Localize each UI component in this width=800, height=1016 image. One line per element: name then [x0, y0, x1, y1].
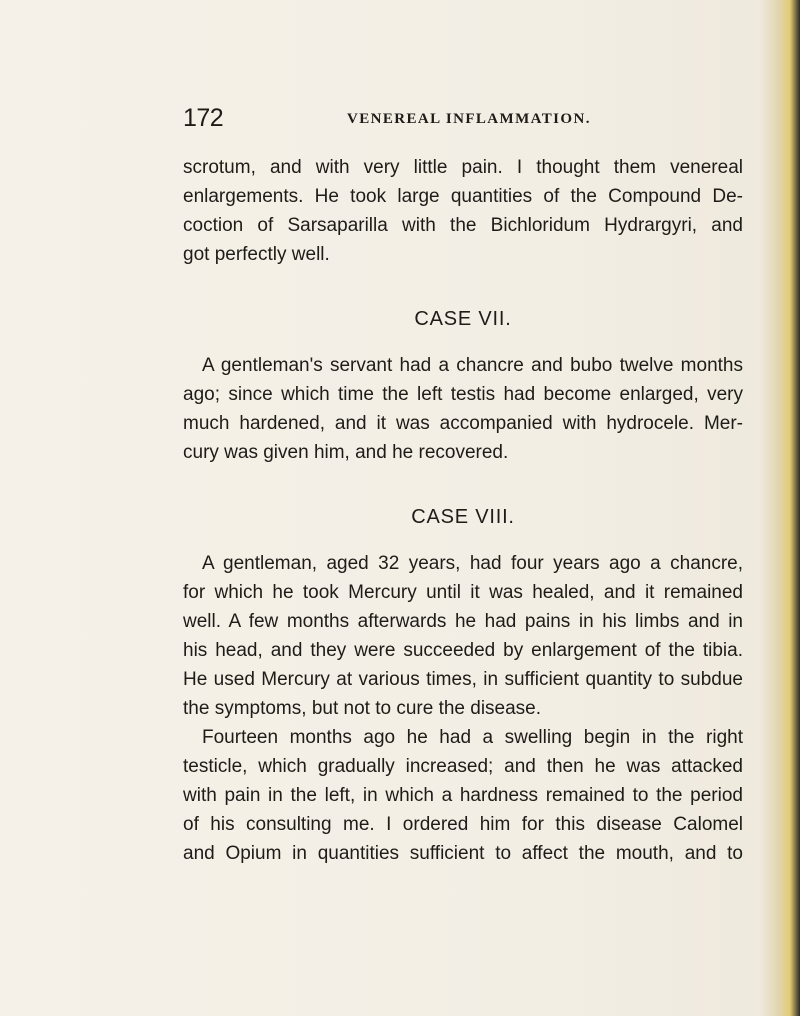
spacer [183, 467, 743, 500]
spacer [183, 269, 743, 302]
spacer [183, 534, 743, 549]
page-header [183, 104, 743, 132]
text-line: got perfectly well. [183, 244, 330, 265]
text-line: and Opium in quantities sufficient to affect the mouth, and to [183, 843, 743, 864]
running-head: VENEREAL INFLAMMATION. [347, 111, 591, 127]
case-viii-heading: CASE VIII. [411, 506, 515, 528]
text-line: well. A few months afterwards he had pains in his limbs and in [183, 611, 743, 632]
text-line: cury was given him, and he recovered. [183, 442, 509, 463]
text-line: Fourteen months ago he had a swelling begin in the right [202, 727, 743, 748]
text-line: for which he took Mercury until it was healed, and it remained [183, 582, 743, 603]
text-line: A gentleman's servant had a chancre and bubo twelve months [202, 355, 743, 376]
text-line: A gentleman, aged 32 years, had four years ago a chancre, [202, 553, 743, 574]
text-line: of his consulting me. I ordered him for this disease Calomel [183, 814, 743, 835]
text-line: his head, and they were succeeded by enlargement of the tibia. [183, 640, 743, 661]
case-vii-heading: CASE VII. [414, 308, 512, 330]
text-line: enlargements. He took large quantities of the Compound De- [183, 186, 743, 207]
spacer [183, 336, 743, 351]
text-line: with pain in the left, in which a hardness remained to the period [183, 785, 743, 806]
page-text [183, 153, 743, 868]
text-line: ago; since which time the left testis had become enlarged, very [183, 384, 743, 405]
text-line: the symptoms, but not to cure the disease. [183, 698, 542, 719]
page-number: 172 [183, 104, 224, 132]
text-line: much hardened, and it was accompanied with hydrocele. Mer- [183, 413, 743, 434]
text-line: coction of Sarsaparilla with the Bichloridum Hydrargyri, and [183, 215, 743, 236]
text-line: testicle, which gradually increased; and then he was attacked [183, 756, 743, 777]
text-line: scrotum, and with very little pain. I thought them venereal [183, 157, 743, 178]
text-line: He used Mercury at various times, in sufficient quantity to subdue [183, 669, 743, 690]
page-edge [760, 0, 800, 1016]
